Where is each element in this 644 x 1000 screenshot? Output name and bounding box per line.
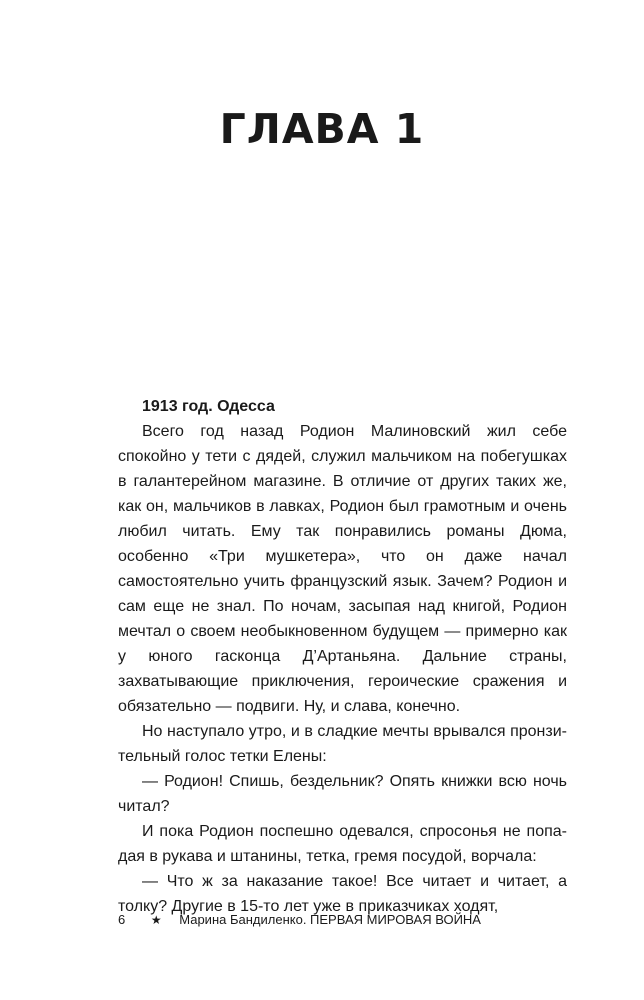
- paragraph-5-dialogue: — Что ж за наказание такое! Все читает и читает, а толку? Другие в 15-то лет уже в приказчиках ходят,: [118, 873, 567, 915]
- paragraph-2: Но наступало утро, и в сладкие мечты врывался пронзительный голос тетки Елены:: [118, 723, 567, 765]
- page-number: 6: [118, 912, 126, 927]
- paragraph-4: И пока Родион поспешно одевался, спросонья не попадая в рукава и штанины, тетка, гремя посудой, ворчала:: [118, 823, 567, 865]
- paragraph-3-dialogue: — Родион! Спишь, бездельник? Опять книжки всю ночь читал?: [118, 773, 567, 815]
- paragraph-1: Всего год назад Родион Малиновский жил себе спокойно у тети с дядей, служил мальчиком на побегушках в галантерейном магазине. В отличие от других таких же, как он, мальчиков в лавках, Родион был грамотным и очень любил читать. Ему так понравились романы Дюма, особенно «Три мушкетера», что он даже начал самостоятельно учить французский язык. Зачем? Родион и сам еще не знал. По ночам, засыпая над книгой, Родион мечтал о своем необыкновенном будущем — примерно как у юного гасконца Д’Артаньяна. Дальние страны, захватывающие приключения, героические сражения и обязательно — подвиги. Ну, и слава, конечно.: [118, 423, 567, 715]
- page-footer: [118, 910, 481, 930]
- section-heading: 1913 год. Одесса: [142, 398, 275, 415]
- star-icon: ★: [150, 913, 162, 927]
- chapter-body: [118, 394, 567, 919]
- running-title: Марина Бандиленко. ПЕРВАЯ МИРОВАЯ ВОЙНА: [179, 912, 481, 927]
- chapter-title: ГЛАВА 1: [219, 105, 425, 153]
